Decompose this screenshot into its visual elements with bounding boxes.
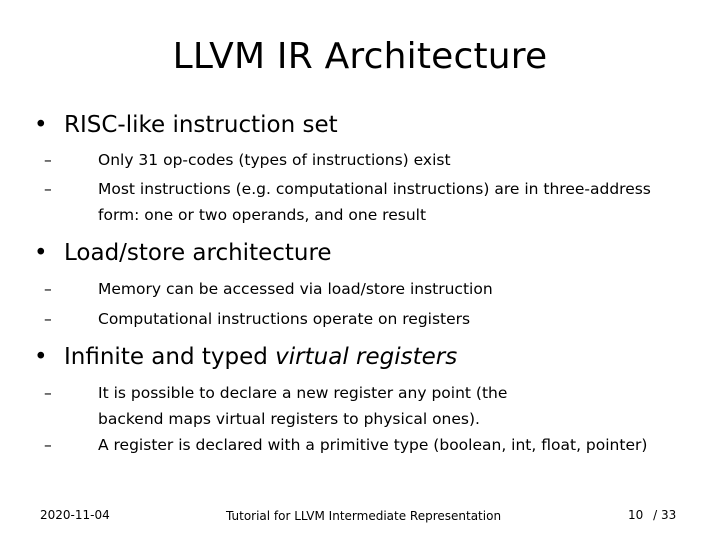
sub-bullet-2-1 [44,276,694,302]
bullet-2-text: Load/store architecture [64,240,332,266]
dash-icon: – [44,151,52,169]
sub-bullet-3-2-text: A register is declared with a primitive type (boolean, int, float, pointer) [98,436,648,454]
sub-bullet-2-1-text: Memory can be accessed via load/store instruction [98,280,493,298]
footer-page-number [628,508,676,522]
dash-icon: – [44,436,52,454]
sub-bullet-3-1-text: It is possible to declare a new register any point (the backend maps virtual registers to physical ones). [98,384,508,428]
bullet-3-text-prefix: Infinite and typed [64,344,276,370]
sub-bullet-1-2-text: Most instructions (e.g. computational instructions) are in three-address form: one or two operands, and one result [98,180,651,224]
bullet-2 [34,240,332,266]
sub-bullet-2-2-text: Computational instructions operate on registers [98,310,471,328]
sub-bullet-1-2 [44,176,694,228]
bullet-3-text-italic: virtual registers [275,344,458,370]
bullet-dot-icon: • [34,112,48,138]
page-total: / 33 [653,508,677,522]
bullet-dot-icon: • [34,344,48,370]
bullet-1-text: RISC-like instruction set [64,112,338,138]
dash-icon: – [44,310,52,328]
sub-bullet-3-2 [44,432,694,458]
sub-bullet-3-1 [44,380,694,432]
dash-icon: – [44,280,52,298]
footer-date: 2020-11-04 [40,508,110,522]
slide-title: LLVM IR Architecture [172,36,548,77]
dash-icon: – [44,384,52,402]
page-current: 10 [628,508,644,522]
sub-bullet-1-1-text: Only 31 op-codes (types of instructions) exist [98,151,451,169]
dash-icon: – [44,180,52,198]
bullet-1 [34,112,338,138]
sub-bullet-2-2 [44,306,694,332]
footer-title: Tutorial for LLVM Intermediate Representation [226,509,502,523]
bullet-dot-icon: • [34,240,48,266]
sub-bullet-1-1 [44,147,694,173]
bullet-3 [34,344,457,370]
